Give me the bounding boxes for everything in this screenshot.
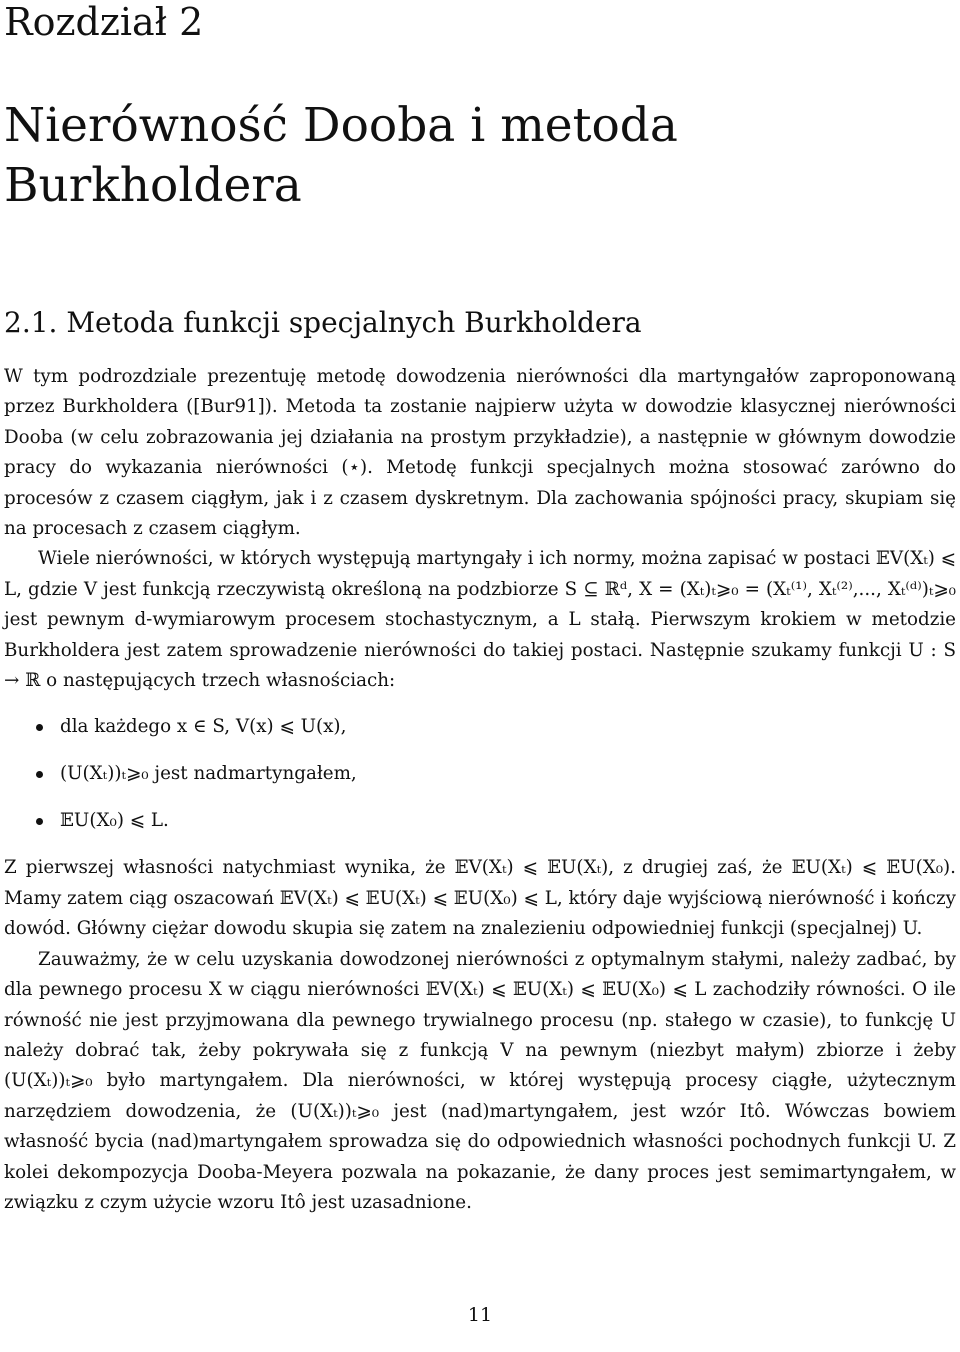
list-item: (U(Xₜ))ₜ⩾₀ jest nadmartyngałem, [60, 759, 956, 789]
paragraph-conclusion: Z pierwszej własności natychmiast wynika, że 𝔼V(Xₜ) ⩽ 𝔼U(Xₜ), z drugiej zaś, że 𝔼U(Xₜ) ⩽ 𝔼U(X₀). Mamy zatem ciąg oszacowań 𝔼V(Xₜ) ⩽ 𝔼U(Xₜ) ⩽ 𝔼U(X₀) ⩽ L, który daje wyjściową nierówność i kończy dowód. Główny ciężar dowodu skupia się zatem na znalezieniu odpowiedniej funkcji (specjalnej) U. [4, 857, 956, 940]
paragraph-intro: W tym podrozdziale prezentuję metodę dowodzenia nierówności dla martyngałów zaproponowaną przez Burkholdera ([Bur91]). Metoda ta zostanie najpierw użyta w dowodzie klasycznej nierówności Dooba (w celu zobrazowania jej działania na prostym przykładzie), a następnie w głównym dowodzie pracy do wykazania nierówności (⋆). Metodę funkcji specjalnych można stosować zarówno do procesów z czasem ciągłym, jak i z czasem dyskretnym. Dla zachowania spójności pracy, skupiam się na procesach z czasem ciągłym. [4, 366, 956, 540]
properties-list [4, 712, 956, 836]
body-text [4, 362, 956, 1218]
paragraph-remark: Zauważmy, że w celu uzyskania dowodzonej nierówności z optymalnym stałymi, należy zadbać, by dla pewnego procesu X w ciągu nierówności 𝔼V(Xₜ) ⩽ 𝔼U(Xₜ) ⩽ 𝔼U(X₀) ⩽ L zachodziły równości. O ile równość nie jest przyjmowana dla pewnego trywialnego procesu (np. stałego w czasie), to funkcję U należy dobrać tak, żeby pokrywała się z funkcją V na pewnym (niezbyt małym) zbiorze i żeby (U(Xₜ))ₜ⩾₀ było martyngałem. Dla nierówności, w której występują procesy ciągłe, użytecznym narzędziem dowodzenia, że (U(Xₜ))ₜ⩾₀ jest (nad)martyngałem, jest wzór Itô. Wówczas bowiem własność bycia (nad)martyngałem sprowadza się do odpowiednich własności pochodnych funkcji U. Z kolei dekompozycja Dooba-Meyera pozwala na pokazanie, że dany proces jest semimartyngałem, w związku z czym użycie wzoru Itô jest uzasadnione. [4, 948, 956, 1213]
list-item: dla każdego x ∈ S, V(x) ⩽ U(x), [60, 712, 956, 742]
section-heading: 2.1. Metoda funkcji specjalnych Burkholdera [4, 306, 642, 339]
list-item: 𝔼U(X₀) ⩽ L. [60, 806, 956, 836]
paragraph-formulation: Wiele nierówności, w których występują martyngały i ich normy, można zapisać w postaci 𝔼V(Xₜ) ⩽ L, gdzie V jest funkcją rzeczywistą określoną na podzbiorze S ⊆ ℝᵈ, X = (Xₜ)ₜ⩾₀ = (Xₜ⁽¹⁾, Xₜ⁽²⁾,..., Xₜ⁽ᵈ⁾)ₜ⩾₀ jest pewnym d-wymiarowym procesem stochastycznym, a L stałą. Pierwszym krokiem w metodzie Burkholdera jest zatem sprowadzenie nierówności do takiej postaci. Następnie szukamy funkcji U : S → ℝ o następujących trzech własnościach: [4, 548, 956, 692]
chapter-heading: Rozdział 2 [4, 0, 204, 44]
chapter-title: Nierówność Dooba i metoda Burkholdera [4, 98, 678, 213]
page-number: 11 [467, 1304, 493, 1326]
